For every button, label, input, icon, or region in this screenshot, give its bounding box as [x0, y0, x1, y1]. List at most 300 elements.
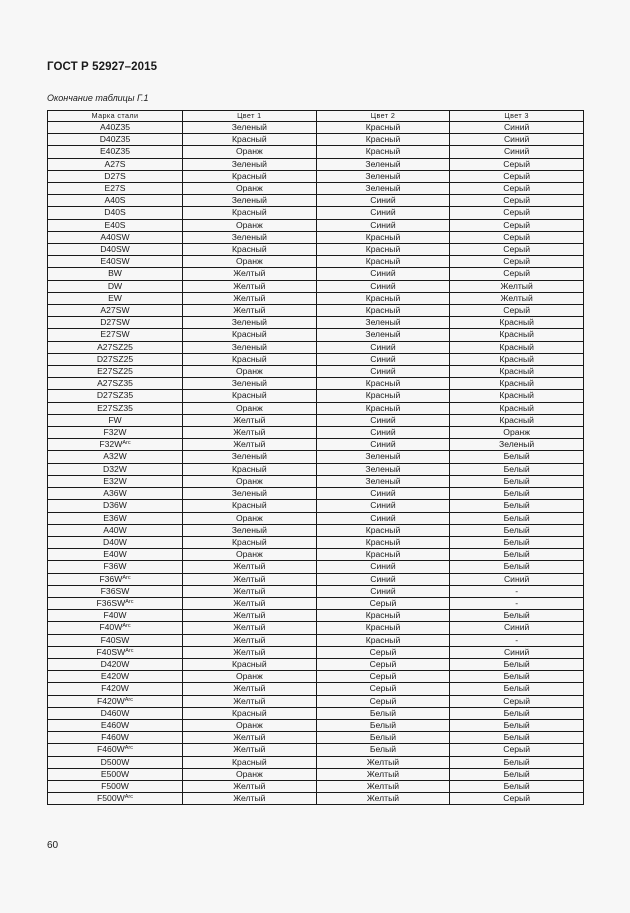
table-row [48, 488, 584, 500]
steel-grade: A27SZ25 [97, 341, 133, 352]
steel-grade-cell [48, 744, 183, 756]
color-2-cell: Красный [316, 634, 450, 646]
color-2-cell: Синий [316, 488, 450, 500]
table-row [48, 280, 584, 292]
color-1-cell: Красный [183, 756, 317, 768]
steel-grade: D27SW [100, 317, 130, 328]
color-1-cell: Оранж [183, 366, 317, 378]
steel-grade-cell [48, 268, 183, 280]
steel-grade: A32W [103, 451, 127, 462]
table-row [48, 671, 584, 683]
color-3-cell: Белый [450, 732, 584, 744]
table-row [48, 158, 584, 170]
color-3-cell: Белый [450, 756, 584, 768]
table-caption: Окончание таблицы Г.1 [47, 93, 149, 103]
steel-grade-cell [48, 134, 183, 146]
color-1-cell: Оранж [183, 512, 317, 524]
steel-grade-cell [48, 244, 183, 256]
grade-superscript: Arc [122, 623, 131, 630]
table-row [48, 146, 584, 158]
steel-grade-cell [48, 695, 183, 707]
color-2-cell: Красный [316, 244, 450, 256]
steel-grade: D32W [103, 463, 127, 474]
steel-grade: D40W [103, 536, 127, 547]
color-3-cell: Белый [450, 780, 584, 792]
color-3-cell: Оранж [450, 427, 584, 439]
steel-grade: A27SW [100, 305, 130, 316]
color-1-cell: Оранж [183, 256, 317, 268]
steel-grade: F460W [101, 732, 129, 743]
color-2-cell: Синий [316, 512, 450, 524]
color-3-cell: Красный [450, 414, 584, 426]
color-3-cell: Серый [450, 170, 584, 182]
color-1-cell: Красный [183, 170, 317, 182]
steel-grade-cell [48, 122, 183, 134]
table-row [48, 646, 584, 658]
table-row [48, 256, 584, 268]
table-row [48, 585, 584, 597]
color-3-cell: Серый [450, 158, 584, 170]
color-3-cell: Серый [450, 207, 584, 219]
steel-grade: DW [107, 280, 123, 291]
color-2-cell: Красный [316, 134, 450, 146]
steel-grade: D27SZ35 [96, 390, 134, 401]
steel-grade: EW [108, 292, 122, 303]
steel-grade-cell [48, 231, 183, 243]
table-row [48, 439, 584, 451]
table-row [48, 378, 584, 390]
color-3-cell: Белый [450, 671, 584, 683]
steel-grade: FW [108, 414, 122, 425]
color-1-cell: Красный [183, 390, 317, 402]
steel-grade: E27SW [100, 329, 130, 340]
steel-grade-cell [48, 683, 183, 695]
steel-grade: F32W [103, 427, 127, 438]
color-3-cell: Белый [450, 768, 584, 780]
steel-grade: F36W [103, 561, 127, 572]
color-1-cell: Зеленый [183, 451, 317, 463]
table-row [48, 597, 584, 609]
color-2-cell: Красный [316, 610, 450, 622]
color-2-cell: Синий [316, 280, 450, 292]
color-3-cell: Белый [450, 500, 584, 512]
color-2-cell: Желтый [316, 793, 450, 805]
color-1-cell: Желтый [183, 573, 317, 585]
color-3-cell: - [450, 634, 584, 646]
steel-grade-cell [48, 292, 183, 304]
color-2-cell: Синий [316, 341, 450, 353]
steel-grade-cell [48, 207, 183, 219]
table-row [48, 122, 584, 134]
steel-grade: D27S [104, 170, 126, 181]
color-3-cell: - [450, 597, 584, 609]
color-3-cell: Белый [450, 451, 584, 463]
steel-grade: D36W [103, 500, 127, 511]
table-row [48, 683, 584, 695]
color-2-cell: Синий [316, 268, 450, 280]
color-3-cell: Белый [450, 719, 584, 731]
table-row [48, 549, 584, 561]
table-row [48, 414, 584, 426]
color-1-cell: Красный [183, 353, 317, 365]
steel-grade: BW [108, 268, 122, 279]
steel-grade: D40SW [100, 244, 130, 255]
color-3-cell: Желтый [450, 280, 584, 292]
page-number: 60 [47, 840, 59, 851]
steel-grade-cell [48, 780, 183, 792]
color-2-cell: Синий [316, 573, 450, 585]
color-2-cell: Белый [316, 707, 450, 719]
color-3-cell: Серый [450, 231, 584, 243]
color-3-cell: Белый [450, 561, 584, 573]
color-1-cell: Красный [183, 134, 317, 146]
header-steel-grade: Марка стали [48, 111, 183, 122]
color-1-cell: Желтый [183, 610, 317, 622]
steel-grade-cell [48, 622, 183, 634]
steel-grade-cell [48, 146, 183, 158]
table-row [48, 292, 584, 304]
steel-grade: F420W [97, 695, 125, 706]
color-1-cell: Красный [183, 463, 317, 475]
steel-grade: E27SZ25 [97, 366, 133, 377]
color-2-cell: Серый [316, 646, 450, 658]
grade-superscript: Arc [124, 696, 133, 703]
color-1-cell: Красный [183, 658, 317, 670]
color-3-cell: Синий [450, 134, 584, 146]
grade-superscript: Arc [122, 574, 131, 581]
steel-grade-cell [48, 756, 183, 768]
color-2-cell: Красный [316, 231, 450, 243]
color-2-cell: Синий [316, 561, 450, 573]
color-1-cell: Зеленый [183, 341, 317, 353]
steel-grade: F40SW [96, 646, 126, 657]
table-row [48, 219, 584, 231]
table-row [48, 317, 584, 329]
steel-grade: E40SW [100, 256, 130, 267]
table-row [48, 500, 584, 512]
table-row [48, 512, 584, 524]
steel-grade: E500W [100, 768, 130, 779]
table-row [48, 207, 584, 219]
table-row [48, 183, 584, 195]
steel-grade-cell [48, 658, 183, 670]
color-3-cell: Синий [450, 122, 584, 134]
header-row [48, 111, 584, 122]
color-1-cell: Желтый [183, 597, 317, 609]
color-3-cell: Серый [450, 268, 584, 280]
steel-grade-cell [48, 732, 183, 744]
header-color-3: Цвет 3 [450, 111, 584, 122]
steel-grade-cell [48, 707, 183, 719]
steel-grade: A40Z35 [99, 122, 131, 132]
color-1-cell: Оранж [183, 719, 317, 731]
color-2-cell: Серый [316, 671, 450, 683]
table-row [48, 695, 584, 707]
color-1-cell: Оранж [183, 402, 317, 414]
color-1-cell: Зеленый [183, 524, 317, 536]
color-3-cell: Белый [450, 610, 584, 622]
table-row [48, 305, 584, 317]
color-1-cell: Красный [183, 707, 317, 719]
steel-grade-cell [48, 500, 183, 512]
steel-grade-cell [48, 463, 183, 475]
color-1-cell: Желтый [183, 622, 317, 634]
color-1-cell: Желтый [183, 585, 317, 597]
color-2-cell: Красный [316, 536, 450, 548]
color-2-cell: Зеленый [316, 475, 450, 487]
steel-grade-cell [48, 170, 183, 182]
color-2-cell: Красный [316, 622, 450, 634]
steel-grade: F500W [101, 780, 129, 791]
table-row [48, 780, 584, 792]
steel-grade-cell [48, 317, 183, 329]
color-1-cell: Оранж [183, 183, 317, 195]
color-3-cell: Серый [450, 793, 584, 805]
color-3-cell: Белый [450, 463, 584, 475]
steel-grade-cell [48, 219, 183, 231]
color-1-cell: Зеленый [183, 317, 317, 329]
steel-grade-cell [48, 610, 183, 622]
color-2-cell: Зеленый [316, 463, 450, 475]
color-1-cell: Желтый [183, 732, 317, 744]
table-row [48, 451, 584, 463]
steel-grade-cell [48, 768, 183, 780]
color-1-cell: Оранж [183, 475, 317, 487]
steel-grade: D40Z35 [99, 134, 131, 145]
color-1-cell: Оранж [183, 768, 317, 780]
grade-superscript: Arc [125, 647, 134, 654]
steel-grade: F40W [103, 610, 127, 621]
color-2-cell: Синий [316, 500, 450, 512]
steel-grade-cell [48, 549, 183, 561]
table-row [48, 610, 584, 622]
steel-grade: E36W [103, 512, 127, 523]
color-2-cell: Синий [316, 195, 450, 207]
color-1-cell: Желтый [183, 780, 317, 792]
color-2-cell: Зеленый [316, 170, 450, 182]
color-2-cell: Красный [316, 292, 450, 304]
color-2-cell: Синий [316, 585, 450, 597]
color-2-cell: Зеленый [316, 329, 450, 341]
color-3-cell: - [450, 585, 584, 597]
color-3-cell: Серый [450, 183, 584, 195]
color-3-cell: Серый [450, 219, 584, 231]
table-row [48, 402, 584, 414]
color-2-cell: Красный [316, 402, 450, 414]
steel-grade-cell [48, 573, 183, 585]
steel-grade-cell [48, 195, 183, 207]
color-2-cell: Зеленый [316, 451, 450, 463]
color-2-cell: Серый [316, 597, 450, 609]
steel-grade-cell [48, 719, 183, 731]
color-2-cell: Белый [316, 719, 450, 731]
table-row [48, 329, 584, 341]
steel-grade-cell [48, 329, 183, 341]
color-1-cell: Желтый [183, 744, 317, 756]
grade-superscript: Arc [124, 745, 133, 752]
color-1-cell: Желтый [183, 292, 317, 304]
color-3-cell: Белый [450, 658, 584, 670]
color-3-cell: Белый [450, 683, 584, 695]
table-row [48, 634, 584, 646]
steel-grade: D500W [100, 756, 130, 767]
table-row [48, 622, 584, 634]
steel-grade-cell [48, 378, 183, 390]
table-row [48, 463, 584, 475]
color-1-cell: Оранж [183, 671, 317, 683]
steel-grade-cell [48, 390, 183, 402]
color-3-cell: Белый [450, 549, 584, 561]
steel-grade-cell [48, 488, 183, 500]
steel-grade-cell [48, 597, 183, 609]
steel-grade: A40W [103, 524, 127, 535]
table-row [48, 573, 584, 585]
color-3-cell: Белый [450, 475, 584, 487]
table-body [48, 122, 584, 805]
steel-grade-cell [48, 158, 183, 170]
table-row [48, 353, 584, 365]
steel-grade-cell [48, 280, 183, 292]
color-1-cell: Желтый [183, 793, 317, 805]
color-3-cell: Красный [450, 366, 584, 378]
steel-grade: E27S [104, 183, 126, 194]
color-3-cell: Синий [450, 146, 584, 158]
steel-grade: A27SZ35 [97, 378, 133, 389]
color-3-cell: Белый [450, 536, 584, 548]
steel-grade: F36SW [100, 585, 130, 596]
color-1-cell: Желтый [183, 561, 317, 573]
table-row [48, 793, 584, 805]
table-row [48, 524, 584, 536]
document-code: ГОСТ Р 52927–2015 [47, 61, 158, 73]
grade-superscript: Arc [125, 598, 134, 605]
color-3-cell: Зеленый [450, 439, 584, 451]
steel-grade-cell [48, 414, 183, 426]
steel-grade: D460W [100, 707, 130, 718]
color-1-cell: Желтый [183, 268, 317, 280]
steel-grade-cell [48, 634, 183, 646]
steel-grade-cell [48, 512, 183, 524]
color-2-cell: Серый [316, 658, 450, 670]
color-1-cell: Оранж [183, 549, 317, 561]
color-3-cell: Красный [450, 353, 584, 365]
steel-grade: D27SZ25 [96, 353, 134, 364]
color-2-cell: Серый [316, 683, 450, 695]
color-3-cell: Белый [450, 488, 584, 500]
color-1-cell: Зеленый [183, 195, 317, 207]
color-1-cell: Желтый [183, 646, 317, 658]
color-2-cell: Желтый [316, 780, 450, 792]
color-1-cell: Красный [183, 244, 317, 256]
color-1-cell: Зеленый [183, 122, 317, 134]
color-3-cell: Серый [450, 195, 584, 207]
steel-grade: F36SW [96, 597, 126, 608]
steel-grade: F460W [97, 744, 125, 755]
color-3-cell: Красный [450, 402, 584, 414]
color-2-cell: Белый [316, 744, 450, 756]
color-1-cell: Желтый [183, 305, 317, 317]
steel-grade: E420W [100, 671, 130, 682]
table-row [48, 744, 584, 756]
grade-superscript: Arc [122, 440, 131, 447]
steel-grade: E40Z35 [99, 146, 131, 157]
steel-grade-cell [48, 646, 183, 658]
table-row [48, 768, 584, 780]
steel-grade: E460W [100, 719, 130, 730]
steel-grade-cell [48, 427, 183, 439]
color-3-cell: Желтый [450, 292, 584, 304]
steel-grade-cell [48, 793, 183, 805]
color-3-cell: Серый [450, 744, 584, 756]
color-3-cell: Серый [450, 256, 584, 268]
color-1-cell: Желтый [183, 280, 317, 292]
color-2-cell: Красный [316, 146, 450, 158]
table-row [48, 134, 584, 146]
color-2-cell: Синий [316, 427, 450, 439]
steel-grade-cell [48, 402, 183, 414]
steel-grade: D420W [100, 658, 130, 669]
steel-grade: F420W [101, 683, 129, 694]
color-1-cell: Зеленый [183, 231, 317, 243]
color-1-cell: Красный [183, 500, 317, 512]
header-color-1: Цвет 1 [183, 111, 317, 122]
steel-grade-cell [48, 256, 183, 268]
color-3-cell: Красный [450, 341, 584, 353]
color-1-cell: Красный [183, 536, 317, 548]
color-2-cell: Синий [316, 219, 450, 231]
color-1-cell: Желтый [183, 634, 317, 646]
steel-grade-cell [48, 536, 183, 548]
color-3-cell: Синий [450, 573, 584, 585]
steel-grade: F40W [99, 622, 123, 633]
color-2-cell: Зеленый [316, 158, 450, 170]
steel-grade: E32W [103, 475, 127, 486]
color-2-cell: Серый [316, 695, 450, 707]
color-2-cell: Желтый [316, 756, 450, 768]
color-2-cell: Белый [316, 732, 450, 744]
grade-superscript: Arc [124, 794, 133, 801]
table-row [48, 658, 584, 670]
color-1-cell: Оранж [183, 219, 317, 231]
color-2-cell: Синий [316, 414, 450, 426]
color-2-cell: Синий [316, 353, 450, 365]
steel-grade-cell [48, 439, 183, 451]
steel-grade: F36W [99, 573, 123, 584]
color-3-cell: Синий [450, 646, 584, 658]
color-1-cell: Зеленый [183, 378, 317, 390]
table-row [48, 707, 584, 719]
steel-grade-cell [48, 353, 183, 365]
table-header [48, 111, 584, 122]
steel-grade: F500W [97, 793, 125, 804]
color-2-cell: Красный [316, 378, 450, 390]
table-row [48, 536, 584, 548]
table-row [48, 268, 584, 280]
color-2-cell: Красный [316, 390, 450, 402]
steel-grade-cell [48, 451, 183, 463]
color-1-cell: Красный [183, 329, 317, 341]
steel-grade: A27S [104, 158, 126, 169]
color-1-cell: Желтый [183, 427, 317, 439]
steel-grade-cell [48, 475, 183, 487]
steel-grade-cell [48, 341, 183, 353]
steel-grade-cell [48, 524, 183, 536]
color-2-cell: Синий [316, 207, 450, 219]
color-2-cell: Красный [316, 256, 450, 268]
color-2-cell: Желтый [316, 768, 450, 780]
color-3-cell: Серый [450, 695, 584, 707]
steel-grade: A36W [103, 488, 127, 499]
